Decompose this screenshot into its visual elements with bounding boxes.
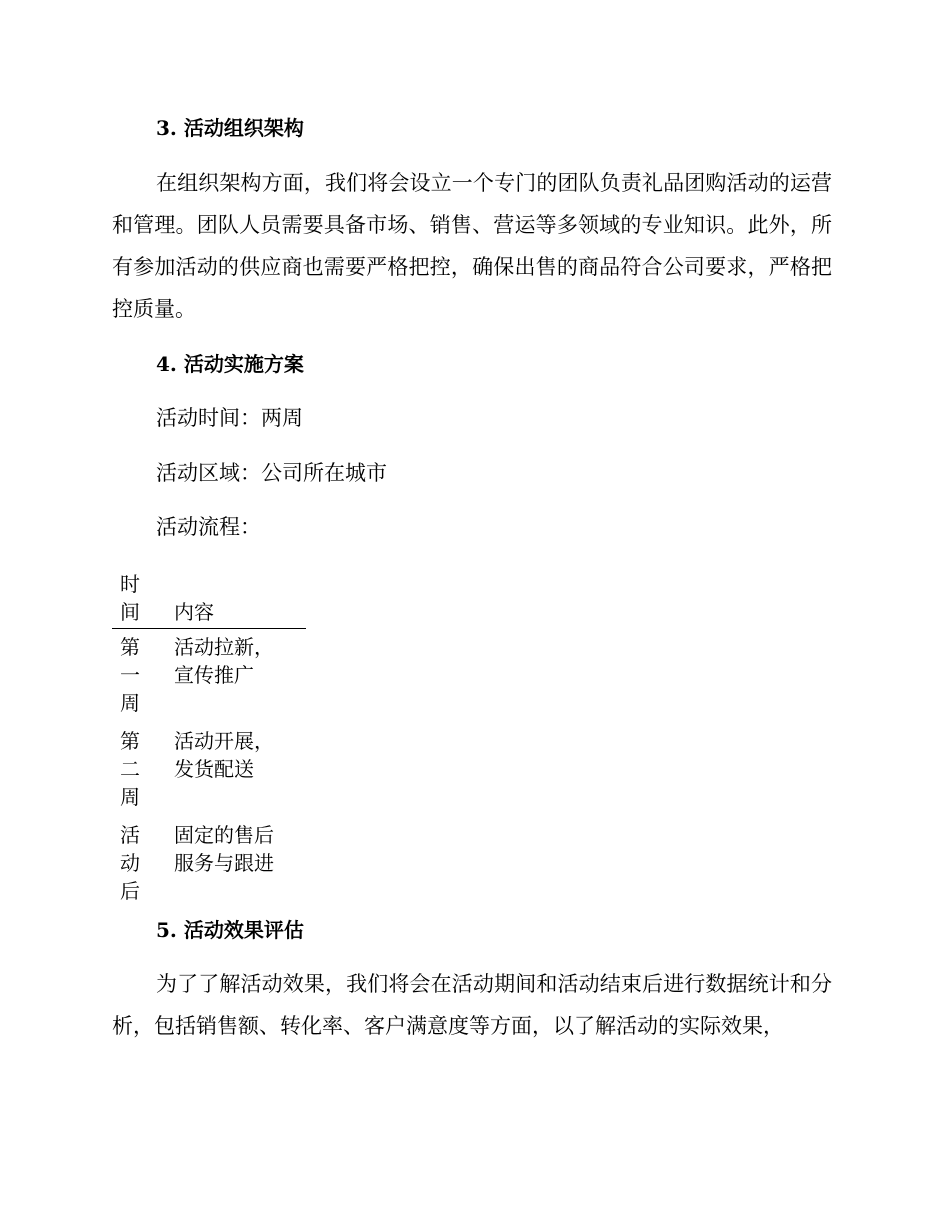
- section-3-paragraph: 在组织架构方面，我们将会设立一个专门的团队负责礼品团购活动的运营和管理。团队人员需要具备市场、销售、营运等多领域的专业知识。此外，所有参加活动的供应商也需要严格把控，确保出售的商品符合公司要求，严格把控质量。: [112, 171, 832, 321]
- table-cell-content: 活动开展， 发货配送: [174, 729, 274, 781]
- table-cell-content: 活动拉新， 宣传推广: [174, 635, 274, 687]
- activity-time-line: 活动时间：两周: [156, 406, 303, 430]
- section-4-heading: 4. 活动实施方案: [156, 352, 304, 376]
- section-3-heading: 3. 活动组织架构: [156, 116, 304, 140]
- table-row: [112, 723, 306, 817]
- table-row: [112, 817, 306, 911]
- table-header-time: 时间: [120, 572, 140, 624]
- table-cell-time: 第一周: [120, 635, 140, 715]
- table-cell-content: 固定的售后 服务与跟进: [174, 823, 274, 875]
- table-header-row: [112, 570, 306, 629]
- activity-schedule-table: [112, 570, 306, 911]
- table-row: [112, 629, 306, 723]
- section-5-paragraph: 为了了解活动效果，我们将会在活动期间和活动结束后进行数据统计和分析，包括销售额、转化率、客户满意度等方面，以了解活动的实际效果，: [112, 972, 832, 1038]
- table-cell-time: 活动后: [120, 823, 140, 903]
- activity-area-line: 活动区域：公司所在城市: [156, 461, 387, 485]
- section-5-heading: 5. 活动效果评估: [156, 918, 304, 942]
- activity-flow-line: 活动流程：: [156, 515, 261, 539]
- table-cell-time: 第二周: [120, 729, 140, 809]
- table-header-content: 内容: [174, 600, 214, 624]
